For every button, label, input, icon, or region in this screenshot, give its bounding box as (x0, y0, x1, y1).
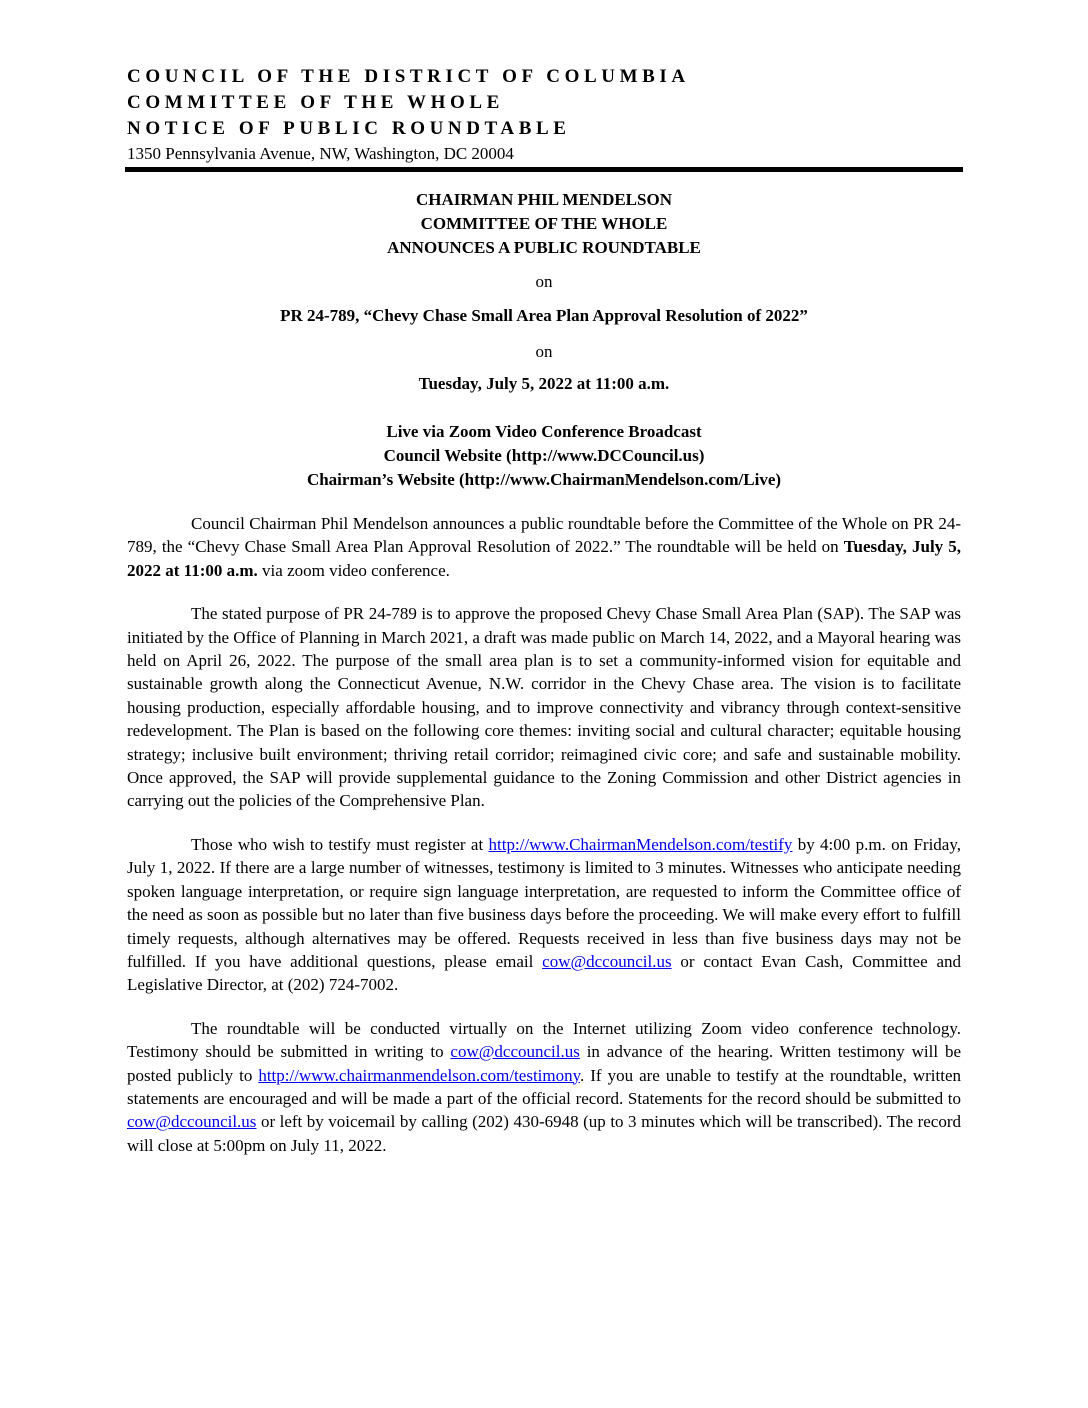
heading-chairman: CHAIRMAN PHIL MENDELSON (416, 190, 672, 209)
p3-text-a: Those who wish to testify must register at (191, 834, 489, 854)
p1-datetime-bold: Tuesday, July 5, 2022 at 11:00 a.m. (127, 537, 962, 580)
measure-title: PR 24-789, “Chevy Chase Small Area Plan Approval Resolution of 2022” (280, 306, 808, 325)
p4-text-d: or left by voicemail by calling (202) 430-6948 (up to 3 minutes which will be transcribed). The record will close at 5:00pm on July 11, 2022. (127, 1112, 961, 1155)
letterhead-council: COUNCIL OF THE DISTRICT OF COLUMBIA (127, 66, 690, 87)
email-link[interactable]: cow@dccouncil.us (542, 951, 672, 971)
venue-zoom: Live via Zoom Video Conference Broadcast (386, 422, 702, 441)
letterhead-divider (125, 167, 963, 172)
testimony-link[interactable]: http://www.chairmanmendelson.com/testimony (258, 1065, 581, 1085)
venue-block (127, 420, 961, 492)
p3-text-c: or contact Evan Cash, Committee and Legislative Director, at (202) 724-7002. (127, 951, 962, 995)
heading-announces: ANNOUNCES A PUBLIC ROUNDTABLE (387, 238, 701, 257)
letterhead-address: 1350 Pennsylvania Avenue, NW, Washington, DC 20004 (127, 144, 514, 163)
on-text-1: on (535, 272, 553, 291)
letterhead-committee: COMMITTEE OF THE WHOLE (127, 92, 504, 113)
letterhead-notice: NOTICE OF PUBLIC ROUNDTABLE (127, 118, 571, 139)
p1-text-a: Council Chairman Phil Mendelson announces a public roundtable before the Committee of the Whole on PR 24-789, the “Chevy Chase Small Area Plan Approval Resolution of 2022.” The roundtable will be held on (127, 514, 961, 557)
paragraph-registration (127, 833, 961, 997)
notice-body (127, 512, 961, 1177)
p4-text-c: . If you are unable to testify at the roundtable, written statements are encouraged and will be made a part of the official record. Statements for the record should be submitted to (127, 1065, 961, 1108)
paragraph-purpose: The stated purpose of PR 24-789 is to approve the proposed Chevy Chase Small Area Plan (SAP). The SAP was initiated by the Office of Planning in March 2021, a draft was made public on March 14, 2022, and a Mayoral hearing was held on April 26, 2022. The purpose of the small area plan is to set a community-informed vision for equitable and sustainable growth along the Connecticut Avenue, N.W. corridor in the Chevy Chase area. The vision is to facilitate housing production, especially affordable housing, and to improve connectivity and vibrancy through context-sensitive redevelopment. The Plan is based on the following core themes: inviting social and cultural character; equitable housing strategy; inclusive built environment; thriving retail corridor; reimagined civic core; and safe and sustainable mobility. Once approved, the SAP will provide supplemental guidance to the Zoning Commission and other District agencies in carrying out the policies of the Comprehensive Plan. (127, 604, 961, 811)
venue-chairman-website: Chairman’s Website (http://www.ChairmanMendelson.com/Live) (306, 470, 782, 489)
paragraph-announcement (127, 512, 961, 582)
event-datetime: Tuesday, July 5, 2022 at 11:00 a.m. (418, 374, 670, 393)
paragraph-testimony (127, 1017, 961, 1157)
p4-text-b: in advance of the hearing. Written testimony will be posted publicly to (127, 1042, 961, 1085)
announcement-heading (127, 188, 961, 260)
p1-text-c: via zoom video conference. (257, 560, 450, 580)
email-link[interactable]: cow@dccouncil.us (127, 1112, 257, 1132)
p3-text-b: by 4:00 p.m. on Friday, July 1, 2022. If there are a large number of witnesses, testimony is limited to 3 minutes. Witnesses who anticipate needing spoken language interpretation, or require sign language interpretation, are requested to inform the Committee office of the need as soon as possible but no later than five business days before the proceeding. We will make every effort to fulfill timely requests, although alternatives may be offered. Requests received in less than five business days may not be fulfilled. If you have additional questions, please email (127, 834, 961, 971)
p4-text-a: The roundtable will be conducted virtually on the Internet utilizing Zoom video conference technology. Testimony should be submitted in writing to (127, 1018, 961, 1062)
testify-link[interactable]: http://www.ChairmanMendelson.com/testify (488, 834, 793, 854)
venue-council-website: Council Website (http://www.DCCouncil.us) (383, 446, 705, 465)
on-text-2: on (535, 342, 553, 361)
email-link[interactable]: cow@dccouncil.us (450, 1042, 580, 1062)
letterhead (127, 64, 963, 166)
heading-committee: COMMITTEE OF THE WHOLE (420, 214, 668, 233)
